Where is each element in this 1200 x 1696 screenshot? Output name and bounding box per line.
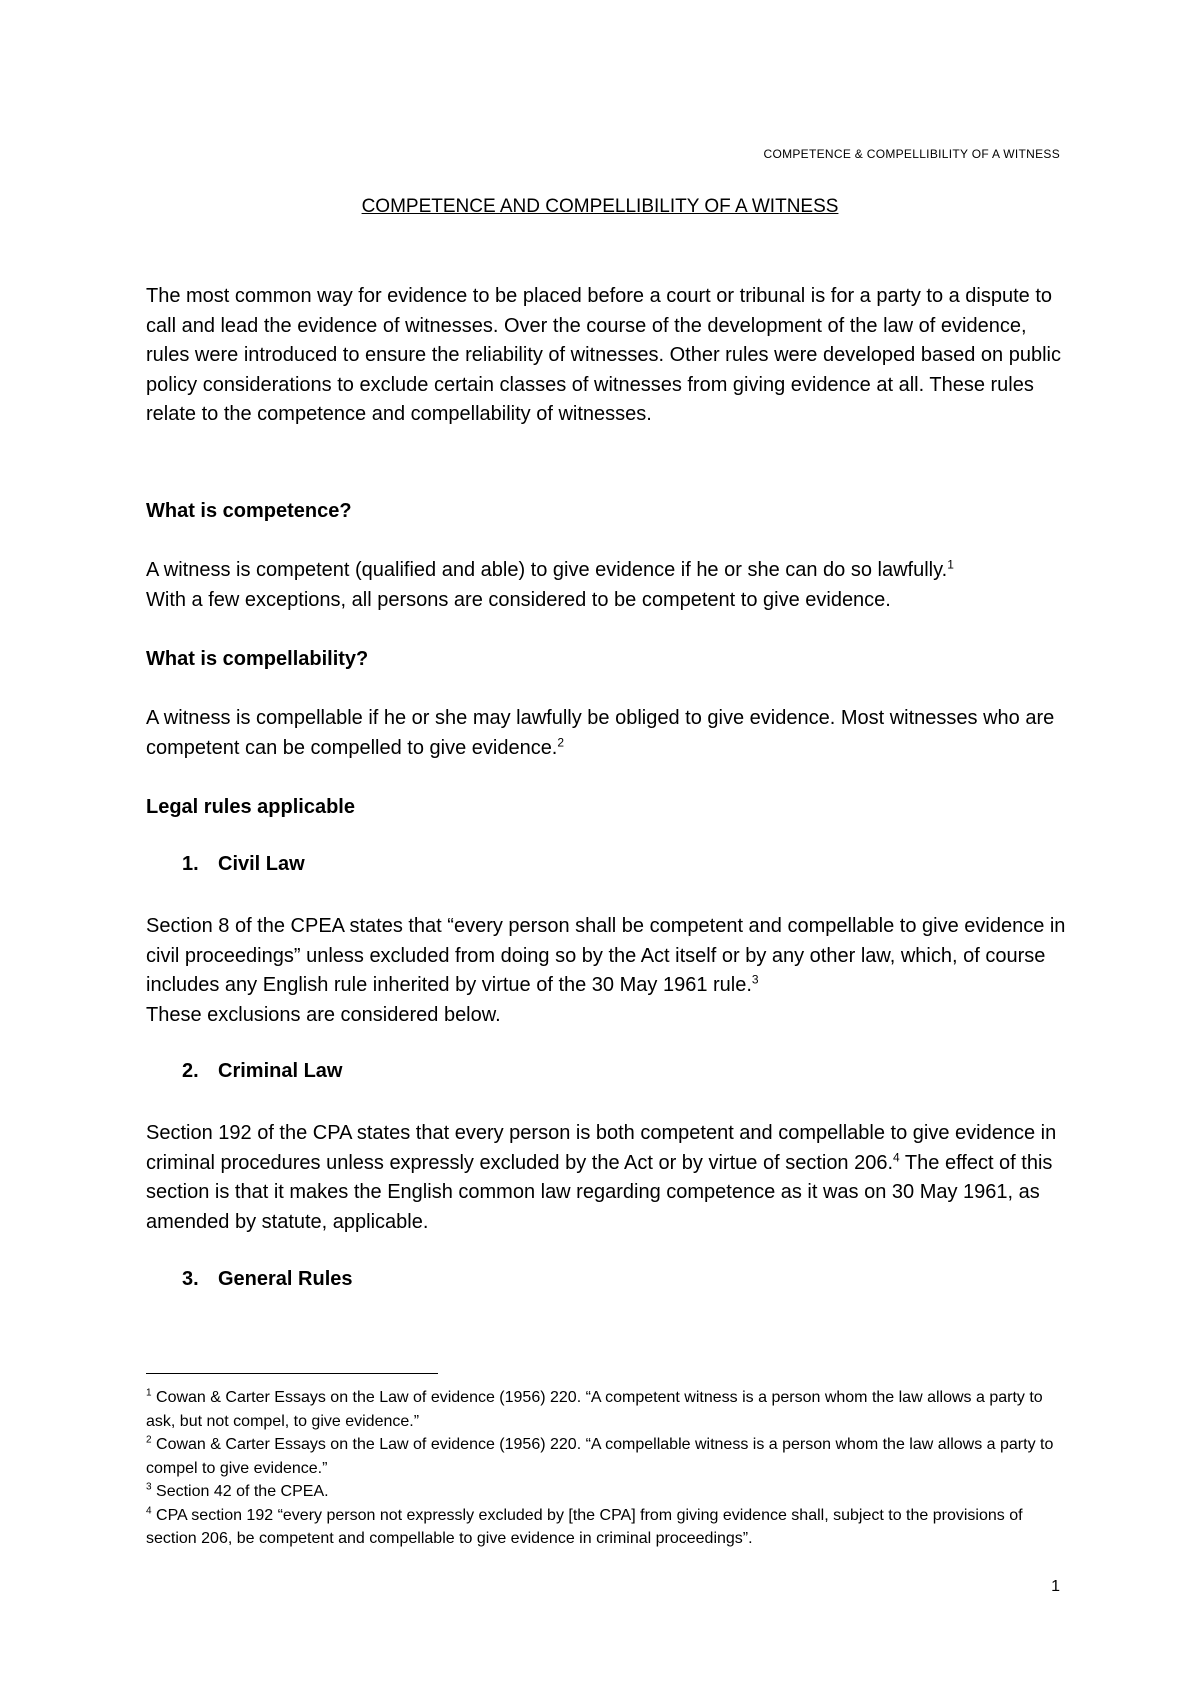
footnote-3 — [146, 1480, 1066, 1504]
footnote-ref-3: 3 — [751, 972, 759, 987]
criminal-law-number: 2. — [182, 1060, 199, 1082]
footnote-2-marker: 2 — [146, 1434, 152, 1446]
competence-paragraph — [146, 556, 1066, 615]
footnote-4 — [146, 1504, 1066, 1551]
legal-rules-heading: Legal rules applicable — [146, 796, 355, 818]
footnotes — [146, 1386, 1066, 1551]
general-rules-number: 3. — [182, 1268, 199, 1290]
civil-law-heading — [182, 853, 305, 876]
criminal-law-paragraph — [146, 1119, 1066, 1237]
footnote-separator — [146, 1373, 438, 1374]
footnote-1-text: Cowan & Carter Essays on the Law of evidence (1956) 220. “A competent witness is a person whom the law allows a party to ask, but not compel, to give evidence.” — [146, 1389, 1043, 1430]
running-header: COMPETENCE & COMPELLIBILITY OF A WITNESS — [763, 147, 1060, 161]
footnote-2 — [146, 1433, 1066, 1480]
criminal-law-heading — [182, 1060, 342, 1083]
compellability-heading: What is compellability? — [146, 648, 369, 670]
competence-text: A witness is competent (qualified and able) to give evidence if he or she can do so lawfully. — [146, 559, 948, 581]
criminal-law-text: Section 192 of the CPA states that every person is both competent and compellable to give evidence in criminal procedures unless expressly excluded by the Act or by virtue of section 206. — [146, 1122, 1057, 1174]
criminal-law-text-2: The effect of this section is that it makes the English common law regarding competence as it was on 30 May 1961, as amended by statute, applicable. — [146, 1151, 1053, 1233]
footnote-ref-4: 4 — [893, 1149, 900, 1164]
competence-text-2: With a few exceptions, all persons are considered to be competent to give evidence. — [146, 588, 891, 611]
footnote-1-marker: 1 — [146, 1387, 152, 1399]
civil-law-text: Section 8 of the CPEA states that “every person shall be competent and compellable to give evidence in civil proceedings” unless excluded from doing so by the Act itself or by any other law, which, of course includes any English rule inherited by virtue of the 30 May 1961 rule. — [146, 915, 1066, 996]
general-rules-heading — [182, 1268, 353, 1291]
civil-law-paragraph — [146, 912, 1066, 1030]
civil-law-title: Civil Law — [218, 853, 305, 875]
footnote-4-marker: 4 — [146, 1505, 152, 1517]
compellability-paragraph — [146, 704, 1066, 763]
general-rules-title: General Rules — [218, 1268, 353, 1290]
page-number: 1 — [1051, 1578, 1060, 1595]
compellability-text: A witness is compellable if he or she may lawfully be obliged to give evidence. Most witnesses who are competent can be compelled to give evidence. — [146, 707, 1055, 759]
civil-law-number: 1. — [182, 853, 199, 875]
footnote-3-text: Section 42 of the CPEA. — [156, 1483, 329, 1500]
footnote-3-marker: 3 — [146, 1481, 152, 1493]
criminal-law-title: Criminal Law — [218, 1060, 343, 1082]
intro-paragraph: The most common way for evidence to be placed before a court or tribunal is for a party to a dispute to call and lead the evidence of witnesses. Over the course of the development of the law of evidence, rules were introduced to ensure the reliability of witnesses. Other rules were developed based on public policy considerations to exclude certain classes of witnesses from giving evidence at all. These rules relate to the competence and compellability of witnesses. — [146, 285, 1061, 425]
footnote-ref-1: 1 — [947, 557, 954, 572]
document-title: COMPETENCE AND COMPELLIBILITY OF A WITNESS — [361, 196, 839, 217]
footnote-1 — [146, 1386, 1066, 1433]
civil-law-text-2: These exclusions are considered below. — [146, 1003, 501, 1026]
footnote-4-text: CPA section 192 “every person not expressly excluded by [the CPA] from giving evidence shall, subject to the provisions of section 206, be competent and compellable to give evidence in criminal proceedings”. — [146, 1506, 1023, 1547]
footnote-ref-2: 2 — [557, 734, 565, 749]
footnote-2-text: Cowan & Carter Essays on the Law of evidence (1956) 220. “A compellable witness is a person whom the law allows a party to compel to give evidence.” — [146, 1436, 1054, 1477]
competence-heading: What is competence? — [146, 500, 352, 522]
